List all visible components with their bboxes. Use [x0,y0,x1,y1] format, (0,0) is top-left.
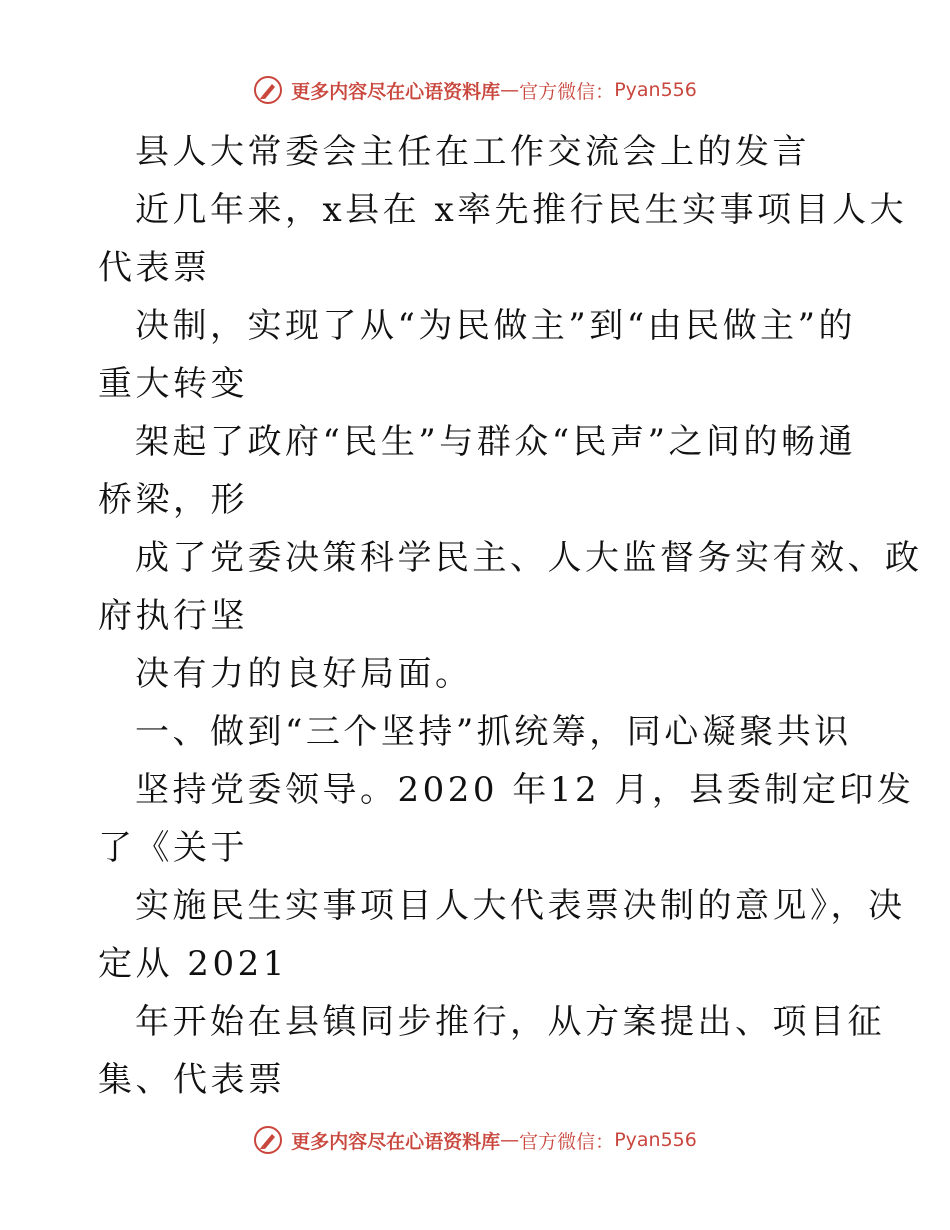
document-title: 县人大常委会主任在工作交流会上的发言 [135,132,810,172]
watermark-separator: — [500,1129,520,1151]
paragraph-line: 坚持党委领导。2020 年12 月，县委制定印发 [135,770,915,810]
paragraph-line: 成了党委决策科学民主、人大监督务实有效、政 [135,538,923,578]
paragraph-line: 近几年来，x县在 x率先推行民生实事项目人大 [135,190,908,230]
paragraph-line: 代表票 [98,248,211,288]
watermark-wechat-label: 官方微信： [519,80,615,103]
watermark-text: 更多内容尽在心语资料库 [291,1130,501,1153]
paragraph-line: 年开始在县镇同步推行，从方案提出、项目征 [135,1002,885,1042]
paragraph-line: 集、代表票 [98,1060,286,1100]
paragraph-line: 架起了政府“民生”与群众“民声”之间的畅通 [135,422,857,462]
header-watermark [0,70,950,110]
paragraph-line: 定从 2021 [98,944,288,984]
paragraph-line: 桥梁，形 [98,480,248,520]
paragraph-line: 决制，实现了从“为民做主”到“由民做主”的 [135,306,857,346]
section-heading: 一、做到“三个坚持”抓统筹，同心凝聚共识 [135,712,852,752]
paragraph-line: 实施民生实事项目人大代表票决制的意见》，决 [135,886,906,926]
paragraph-line: 了《关于 [98,828,248,868]
footer-watermark [0,1120,950,1160]
watermark-text: 更多内容尽在心语资料库 [291,80,501,103]
watermark-separator: — [500,79,520,101]
watermark-wechat-label: 官方微信： [519,1130,615,1153]
paragraph-line: 府执行坚 [98,596,248,636]
paragraph-line: 决有力的良好局面。 [135,654,473,694]
paragraph-line: 重大转变 [98,364,248,404]
watermark-wechat-id: Pyan556 [614,79,697,101]
pen-logo-icon [253,1125,283,1155]
pen-logo-icon [253,75,283,105]
watermark-wechat-id: Pyan556 [614,1129,697,1151]
